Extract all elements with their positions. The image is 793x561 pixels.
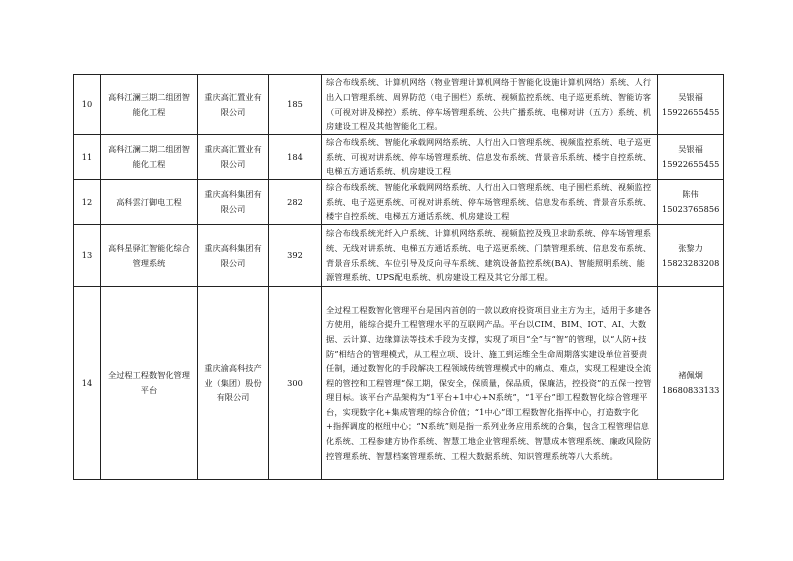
project-name: 高科星驿汇智能化综合管理系统 (101, 225, 198, 287)
table-row (74, 75, 724, 135)
row-number: 13 (74, 225, 101, 287)
project-name: 全过程工程数智化管理平台 (101, 287, 198, 480)
project-name: 高科雲汀御电工程 (101, 180, 198, 225)
project-table (73, 74, 724, 480)
contact-name: 吴银福 (678, 144, 703, 155)
organization: 重庆高科集团有限公司 (198, 225, 269, 287)
row-number: 10 (74, 75, 101, 135)
project-name: 高科江澜三期二组团智能化工程 (101, 75, 198, 135)
amount: 185 (269, 75, 322, 135)
table-row (74, 180, 724, 225)
contact-name: 张黎力 (678, 242, 703, 253)
organization: 重庆渝高科技产业（集团）股份有限公司 (198, 287, 269, 480)
contact-name: 吴银福 (678, 91, 703, 102)
project-description: 综合布线系统光纤入户系统、计算机网络系统、视频监控及残卫求助系统、停车场管理系统、无线对讲系统、电梯五方通话系统、电子巡更系统、门禁管理系统、信息发布系统、背景音乐系统、车位引导及反向寻车系统、建筑设备监控系统(BA)、智能照明系统、能源管理系统、UPS配电系统、机房建设工程及其它分部工程。 (322, 225, 658, 287)
contact-phone: 15823283208 (662, 257, 720, 268)
contact (658, 225, 724, 287)
table-row (74, 225, 724, 287)
organization: 重庆高汇置业有限公司 (198, 75, 269, 135)
project-name: 高科江澜二期二组团智能化工程 (101, 135, 198, 180)
row-number: 11 (74, 135, 101, 180)
contact (658, 180, 724, 225)
row-number: 12 (74, 180, 101, 225)
contact-phone: 18680833133 (662, 385, 720, 395)
organization: 重庆高汇置业有限公司 (198, 135, 269, 180)
contact-phone: 15922655455 (662, 106, 720, 117)
organization: 重庆高科集团有限公司 (198, 180, 269, 225)
contact-name: 褚佩炯 (678, 370, 703, 381)
project-description: 综合布线系统、计算机网络（物业管理计算机网络于智能化设施计算机网络）系统、人行出入口管理系统、周界防范（电子围栏）系统、视频监控系统、电子巡更系统、智能访客（可视对讲及梯控）系统、停车场管理系统、公共广播系统、电梯对讲（五方）系统、机房建设工程及其他智能化工程。 (322, 75, 658, 135)
table-row (74, 287, 724, 480)
project-description: 综合布线系统、智能化承载网网络系统、人行出入口管理系统、电子围栏系统、视频监控系统、电子巡更系统、可视对讲系统、停车场管理系统、信息发布系统、背景音乐系统、楼宇自控系统、电梯五方通话系统、机房建设工程 (322, 180, 658, 225)
table-row (74, 135, 724, 180)
project-description: 全过程工程数智化管理平台是国内首创的一款以政府投资项目业主方为主，适用于多建各方使用，能综合提升工程管理水平的互联网产品。平台以CIM、BIM、IOT、AI、大数据、云计算、边缘算法等技术手段为支撑，实现了项目“全”与“智”的管理，以“人防+技防”相结合的管理模式，从工程立项、设计、施工到运维全生命周期落实建设单位首要责任制，通过数智化的手段解决工程领域传统管理模式中的痛点、难点，实现工程建设全流程的管控和工程管理“保工期，保安全，保质量，保品质，保廉洁，控投资”的五保一控管理目标。该平台产品架构为“1平台+1中心+N系统”，“1平台”即工程数智化综合管理平台，实现数字化+集成管理的综合价值；“1中心”即工程数智化指挥中心，打造数字化+指挥调度的枢纽中心；“N系统”则是指一系列业务应用系统的合集，包含工程管理信息化系统、工程参建方协作系统、智慧工地企业管理系统、智慧成本管理系统、廉政风险防控管理系统、智慧档案管理系统、工程大数据系统、知识管理系统等八大系统。 (322, 287, 658, 480)
contact (658, 75, 724, 135)
project-description: 综合布线系统、智能化承载网网络系统、人行出入口管理系统、视频监控系统、电子巡更系统、可视对讲系统、停车场管理系统、信息发布系统、背景音乐系统、楼宇自控系统、电梯五方通话系统、机房建设工程 (322, 135, 658, 180)
row-number: 14 (74, 287, 101, 480)
amount: 282 (269, 180, 322, 225)
amount: 392 (269, 225, 322, 287)
contact-phone: 15023765856 (662, 204, 720, 214)
contact-name: 陈伟 (682, 189, 699, 200)
contact (658, 135, 724, 180)
amount: 300 (269, 287, 322, 480)
contact-phone: 15922655455 (662, 159, 720, 169)
contact (658, 287, 724, 480)
amount: 184 (269, 135, 322, 180)
